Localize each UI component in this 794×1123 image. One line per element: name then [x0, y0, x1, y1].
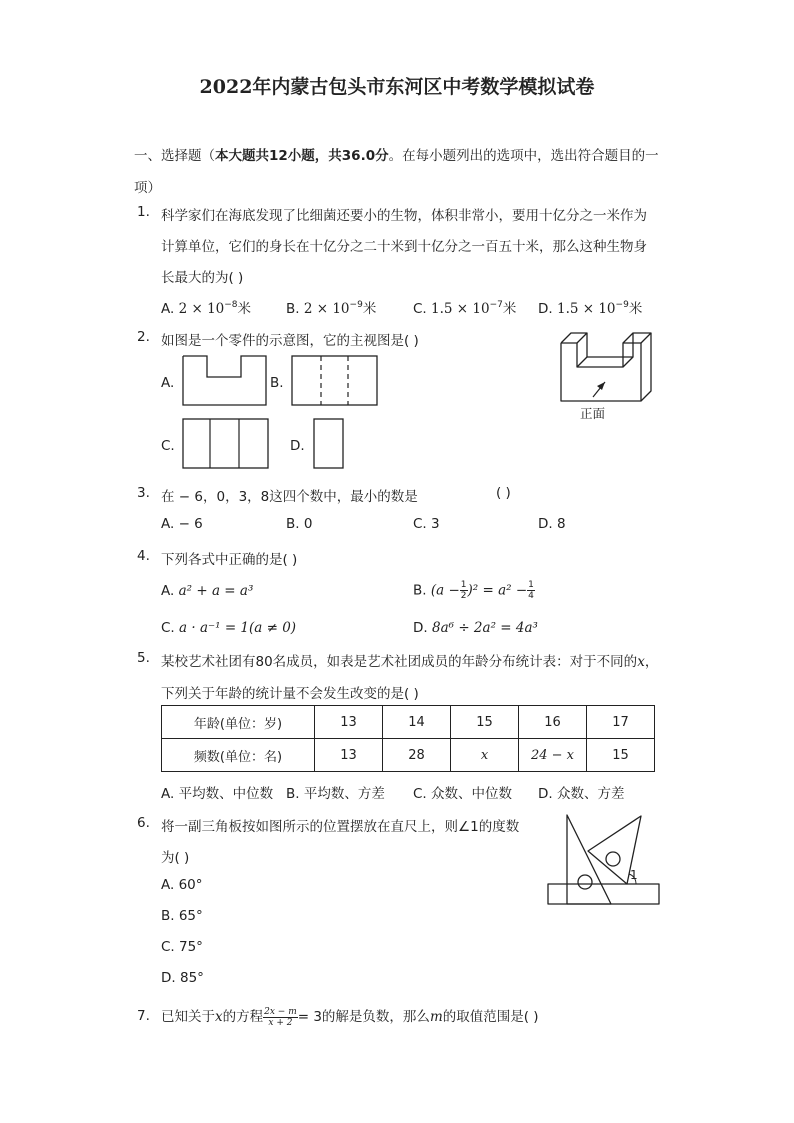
- q2-part-3d-figure: [555, 325, 665, 425]
- q3-option-d[interactable]: D. 8: [538, 516, 566, 532]
- q4-number: 4.: [137, 548, 150, 564]
- section-header: [134, 140, 664, 204]
- q5-number: 5.: [137, 650, 150, 666]
- q4-option-c[interactable]: C. a · a⁻¹ = 1(a ≠ 0): [161, 620, 297, 636]
- q2-option-b-label[interactable]: B.: [270, 375, 284, 391]
- q4-text: 下列各式中正确的是( ): [161, 552, 298, 568]
- q2-option-b-figure: [290, 354, 380, 408]
- q2-option-c-label[interactable]: C.: [161, 438, 175, 454]
- q7-text: 已知关于x的方程 $\frac{2x - m}{x + 2}$ = 3的解是负数，那么m的取值范围是( ): [161, 1006, 539, 1028]
- q5-line-1: 某校艺术社团有80名成员，如表是艺术社团成员的年龄分布统计表：对于不同的x，: [161, 654, 659, 670]
- q7-number: 7.: [137, 1008, 150, 1024]
- q6-angle-label: 1: [630, 868, 638, 882]
- table-cell: 28: [383, 739, 451, 772]
- q4-option-b[interactable]: B. (a − $\frac{1}{2}$ )² = a² − $\frac{1}{4}$: [413, 580, 534, 601]
- q2-option-a-figure: [181, 354, 269, 408]
- q3-option-a[interactable]: A. − 6: [161, 516, 203, 532]
- q5-option-a[interactable]: A. 平均数、中位数: [161, 786, 274, 802]
- q1-number: 1.: [137, 204, 150, 220]
- section-bold: 本大题共12小题，共36.0分: [215, 148, 389, 164]
- q2-option-d-label[interactable]: D.: [290, 438, 305, 454]
- q1-option-a[interactable]: A. $2 \times 10^{-8}$米: [161, 300, 252, 317]
- q6-option-a[interactable]: A. 60°: [161, 877, 203, 893]
- q3-option-b[interactable]: B. 0: [286, 516, 313, 532]
- q2-option-d-figure: [312, 417, 346, 471]
- table-cell: 17: [587, 706, 655, 739]
- q6-triangle-ruler-figure: [545, 812, 663, 908]
- q4-option-a[interactable]: A. a² + a = a³: [161, 583, 254, 599]
- table-cell: x: [451, 739, 519, 772]
- q6-line-2: 为( ): [161, 850, 190, 866]
- q3-number: 3.: [137, 485, 150, 501]
- q5-age-table: [161, 705, 655, 772]
- section-prefix: 一、选择题（: [134, 148, 215, 164]
- q5-option-b[interactable]: B. 平均数、方差: [286, 786, 385, 802]
- q1-line-2: 计算单位，它们的身长在十亿分之二十米到十亿分之一百五十米，那么这种生物身: [161, 239, 647, 255]
- q1-option-b[interactable]: B. $2 \times 10^{-9}$米: [286, 300, 377, 317]
- q3-option-c[interactable]: C. 3: [413, 516, 440, 532]
- q5-option-c[interactable]: C. 众数、中位数: [413, 786, 513, 802]
- table-cell: 15: [587, 739, 655, 772]
- q2-option-a-label[interactable]: A.: [161, 375, 175, 391]
- q1-line-3: 长最大的为( ): [161, 270, 244, 286]
- q6-option-c[interactable]: C. 75°: [161, 939, 203, 955]
- q1-option-d[interactable]: D. $1.5 \times 10^{-9}$米: [538, 300, 643, 317]
- table-cell: 24 − x: [519, 739, 587, 772]
- table-cell: 14: [383, 706, 451, 739]
- q2-figure-label: 正面: [580, 406, 606, 421]
- q1-option-c[interactable]: C. $1.5 \times 10^{-7}$米: [413, 300, 517, 317]
- q6-option-b[interactable]: B. 65°: [161, 908, 203, 924]
- q2-option-c-figure: [181, 417, 271, 471]
- table-cell: 16: [519, 706, 587, 739]
- table-row: [162, 739, 655, 772]
- table-cell: 15: [451, 706, 519, 739]
- q6-line-1: 将一副三角板按如图所示的位置摆放在直尺上，则∠1的度数: [161, 819, 520, 835]
- q5-line-2: 下列关于年龄的统计量不会发生改变的是( ): [161, 686, 419, 702]
- table-cell: 13: [315, 706, 383, 739]
- q2-number: 2.: [137, 329, 150, 345]
- table-cell: 13: [315, 739, 383, 772]
- q2-text: 如图是一个零件的示意图，它的主视图是( ): [161, 333, 419, 349]
- table-cell: 频数(单位：名): [162, 739, 315, 772]
- q6-option-d[interactable]: D. 85°: [161, 970, 204, 986]
- q1-line-1: 科学家们在海底发现了比细菌还要小的生物，体积非常小，要用十亿分之一米作为: [161, 208, 647, 224]
- q6-number: 6.: [137, 815, 150, 831]
- section-suffix: 。在每小题列出的选项中，选出符合题目的一项）: [134, 148, 659, 196]
- table-cell: 年龄(单位：岁): [162, 706, 315, 739]
- table-row: [162, 706, 655, 739]
- q5-option-d[interactable]: D. 众数、方差: [538, 786, 625, 802]
- q3-paren: ( ): [496, 485, 511, 501]
- q4-option-d[interactable]: D. 8a⁶ ÷ 2a² = 4a³: [413, 620, 538, 636]
- q3-text: 在 − 6，0，3，8这四个数中，最小的数是: [161, 489, 418, 505]
- paper-title: 2022年内蒙古包头市东河区中考数学模拟试卷: [199, 76, 595, 98]
